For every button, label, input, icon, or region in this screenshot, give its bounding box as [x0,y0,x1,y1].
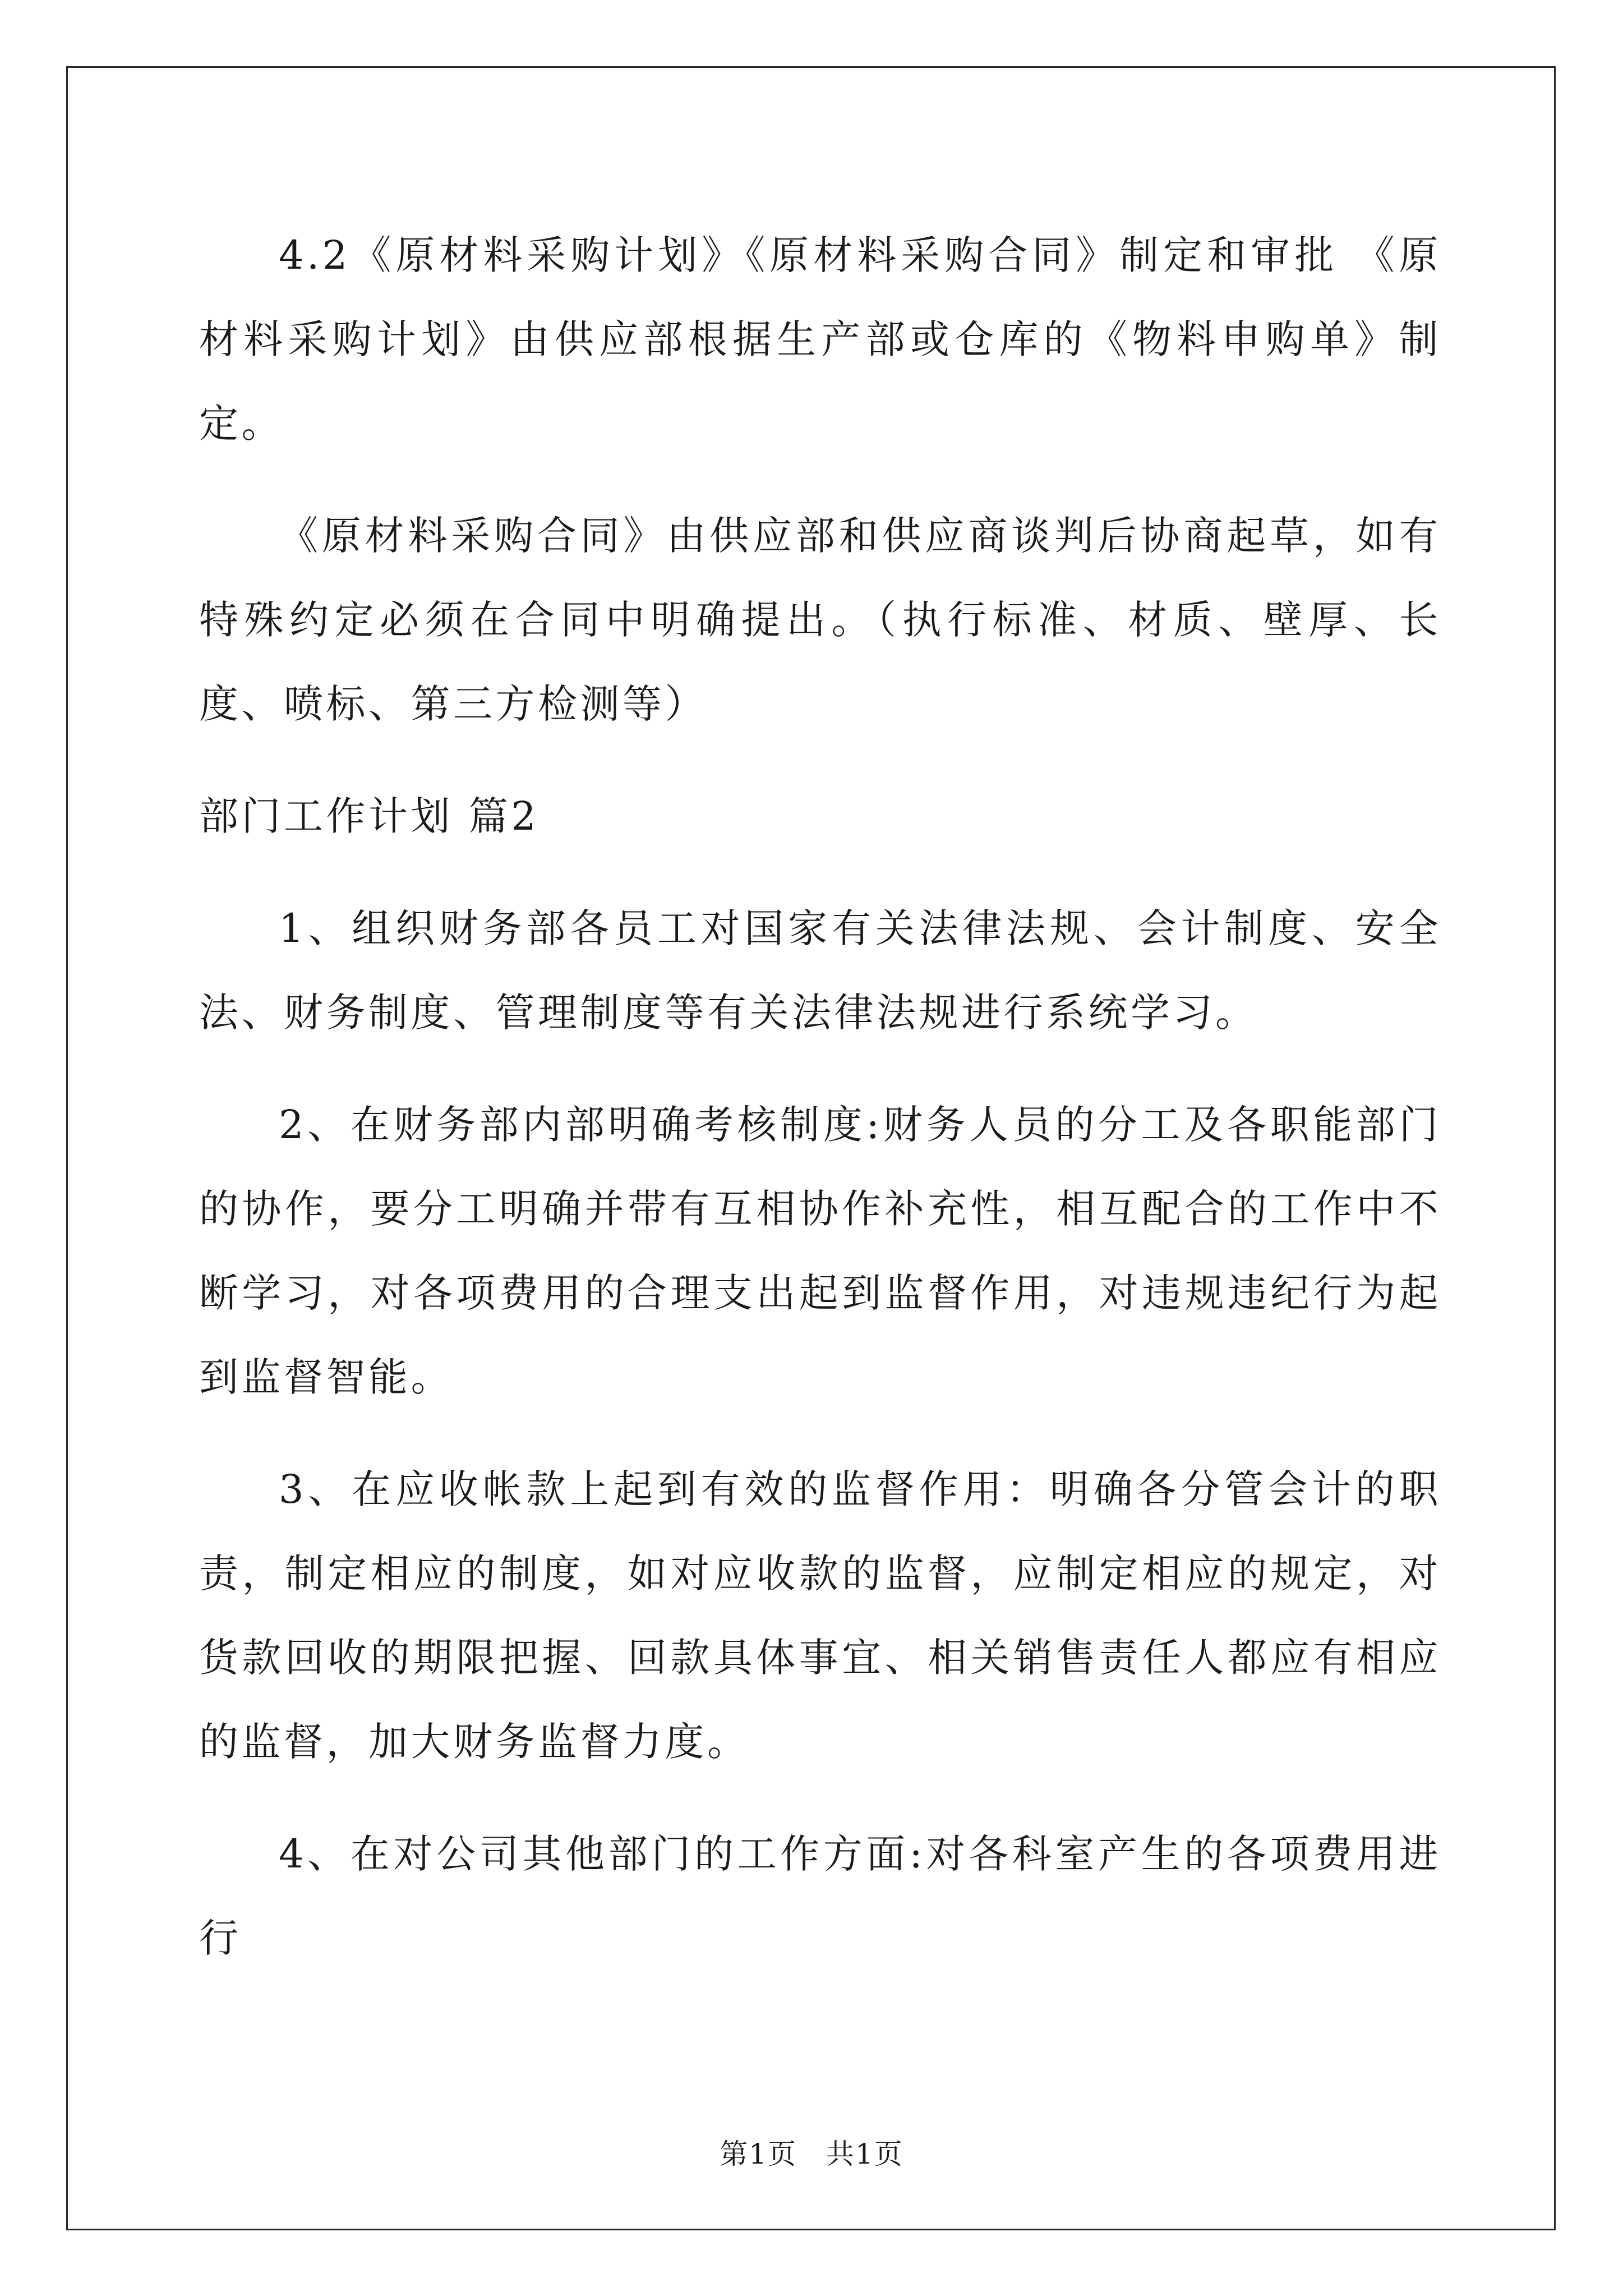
paragraph-item-4: 4、在对公司其他部门的工作方面:对各科室产生的各项费用进行 [199,1831,1441,1961]
paragraph-item-1: 1、组织财务部各员工对国家有关法律法规、会计制度、安全法、财务制度、管理制度等有关法律法规进行系统学习。 [199,905,1441,1036]
paragraph-procurement-contract: 《原材料采购合同》由供应部和供应商谈判后协商起草，如有特殊约定必须在合同中明确提出。（执行标准、材质、壁厚、长度、喷标、第三方检测等） [199,513,1441,727]
paragraph-item-2: 2、在财务部内部明确考核制度:财务人员的分工及各职能部门的协作，要分工明确并带有互相协作补充性，相互配合的工作中不断学习，对各项费用的合理支出起到监督作用，对违规违纪行为起到监督智能。 [199,1102,1441,1400]
section-heading: 部门工作计划 篇2 [199,793,540,839]
document-body [199,213,1441,2008]
page-number-footer: 第1页 共1页 [720,2138,903,2170]
paragraph-procurement-plan: 4.2《原材料采购计划》《原材料采购合同》制定和审批 《原材料采购计划》由供应部根据生产部或仓库的《物料申购单》制定。 [199,232,1441,447]
paragraph-item-3: 3、在应收帐款上起到有效的监督作用：明确各分管会计的职责，制定相应的制度，如对应收款的监督，应制定相应的规定，对货款回收的期限把握、回款具体事宜、相关销售责任人都应有相应的监督，加大财务监督力度。 [199,1466,1441,1765]
